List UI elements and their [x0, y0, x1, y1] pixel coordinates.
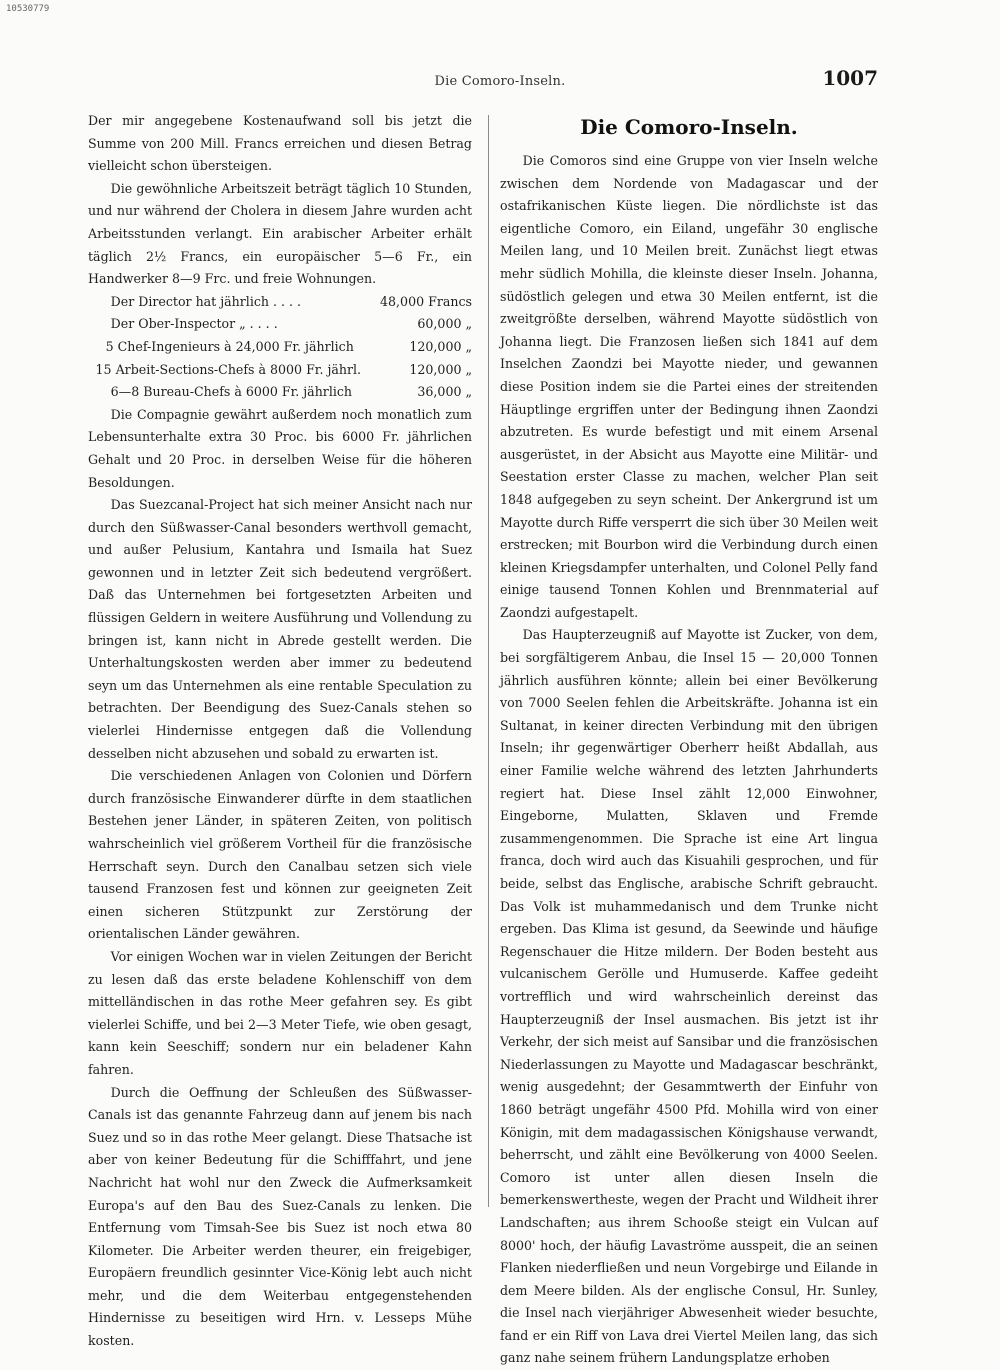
salary-amount: 36,000 „: [417, 384, 472, 400]
salary-amount: 120,000 „: [409, 338, 472, 354]
paragraph: Das Haupterzeugniß auf Mayotte ist Zucker, von dem, bei sorgfältigerem Anbau, die Insel 15 — 20,000 Tonnen jährlich ausführen könnte; allein bei einer Bevölkerung von 7000 Seelen fehlen die Arbeitskräfte. Johanna ist ein Sultanat, in keiner directen Verbindung mit den übrigen Inseln; ihr gegenwärtiger Oberherr heißt Abdallah, aus einer Familie welche während des letzten Jahrhunderts regiert hat. Diese Insel zählt 12,000 Einwohner, Eingeborne, Mulatten, Sklaven und Fremde zusammengenommen. Die Sprache ist eine Art lingua franca, doch wird auch das Kisuahili gesprochen, und für beide, selbst das Englische, arabische Schrift gebraucht. Das Volk ist muhammedanisch und dem Trunke nicht ergeben. Das Klima ist gesund, da Seewinde und häufige Regenschauer die Hitze mildern. Der Boden besteht aus vulcanischem Gerölle und Humuserde. Kaffee gedeiht vortrefflich und wird wahrscheinlich dereinst das Haupterzeugniß der Insel ausmachen. Bis jetzt ist ihr Verkehr, der sich meist auf Sansibar und die französischen Niederlassungen zu Mayotte und Madagascar beschränkt, wenig ausgedehnt; der Gesammtwerth der Einfuhr von 1860 beträgt ungefähr 4500 Pfd. Mohilla wird von einer Königin, mit dem madagassischen Königshause verwandt, beherrscht, und zählt eine Bevölkerung von 4000 Seelen. Comoro ist unter allen diesen Inseln die bemerkenswertheste, wegen der Pracht und Wildheit ihrer Landschaften; aus ihrem Schooße steigt ein Vulcan auf 8000' hoch, der häufig Lavaströme ausspeit, die an seinen Flanken niederfließen und neun Vorgebirge und Eilande in dem Meere bilden. Als der englische Consul, Hr. Sunley, die Insel nach vierjähriger Abwesenheit wieder besuchte, fand er ein Riff von Lava drei Viertel Meilen lang, das sich ganz nahe seinem frühern Landungsplatze erhoben: [500, 627, 878, 1366]
page-id-label: 10530779: [6, 4, 50, 14]
left-column: [88, 110, 472, 1353]
paragraph: Die Compagnie gewährt außerdem noch monatlich zum Lebensunterhalte extra 30 Proc. bis 6000 Fr. jährlichen Gehalt und 20 Proc. in derselben Weise für die höheren Besoldungen.: [88, 406, 472, 490]
column-divider: [488, 115, 489, 1207]
paragraph: Die verschiedenen Anlagen von Colonien und Dörfern durch französische Einwanderer dürfte in dem staatlichen Bestehen jener Länder, in späteren Zeiten, von politisch wahrscheinlich viel größerem Vortheil für die französische Herrschaft seyn. Durch den Canalbau setzen sich viele tausend Franzosen fest und können zur geeigneten Zeit einen sicheren Stützpunkt zur Zerstörung der orientalischen Länder gewähren.: [88, 768, 472, 942]
salary-label: 5 Chef-Ingenieurs à 24,000 Fr. jährlich: [105, 338, 354, 354]
salary-label: Der Ober-Inspector „ . . . .: [110, 316, 278, 332]
salary-amount: 48,000 Francs: [380, 293, 472, 309]
salary-row: [88, 291, 472, 314]
salary-amount: 120,000 „: [409, 361, 472, 377]
salary-table: [88, 291, 472, 404]
running-header: [0, 66, 1000, 96]
right-column: [500, 110, 878, 1370]
paragraph: Die gewöhnliche Arbeitszeit beträgt täglich 10 Stunden, und nur während der Cholera in diesem Jahre wurden acht Arbeitsstunden verlangt. Ein arabischer Arbeiter erhält täglich 2½ Francs, ein europäischer 5—6 Fr., ein Handwerker 8—9 Frc. und freie Wohnungen.: [88, 180, 472, 287]
paragraph: Die Comoros sind eine Gruppe von vier Inseln welche zwischen dem Nordende von Madagascar und der ostafrikanischen Küste liegen. Die nördlichste ist das eigentliche Comoro, ein Eiland, ungefähr 30 englische Meilen lang, und 10 Meilen breit. Zunächst liegt etwas mehr südlich Mohilla, die kleinste dieser Inseln. Johanna, südöstlich gelegen und etwa 30 Meilen entfernt, ist die zweitgrößte derselben, während Mayotte südöstlich von Johanna liegt. Die Franzosen ließen sich 1841 auf dem Inselchen Zaondzi bei Mayotte nieder, und gewannen diese Position indem sie die Partei eines der streitenden Häuptlinge ergriffen unter der Bedingung ihnen Zaondzi abzutreten. Es wurde befestigt und mit einem Arsenal ausgerüstet, in der Absicht aus Mayotte eine Militär- und Seestation erster Classe zu machen, welcher Plan seit 1848 aufgegeben zu seyn scheint. Der Ankergrund ist um Mayotte durch Riffe versperrt die sich über 30 Meilen weit erstrecken; mit Bourbon wird die Verbindung durch einen kleinen Kriegsdampfer unterhalten, und Colonel Pelly fand einige tausend Tonnen Kohlen und Brennmaterial auf Zaondzi aufgestapelt.: [500, 153, 878, 620]
paragraph: Vor einigen Wochen war in vielen Zeitungen der Bericht zu lesen daß das erste beladene Kohlenschiff von dem mittelländischen in das rothe Meer gefahren sey. Es gibt vielerlei Schiffe, und bei 2—3 Meter Tiefe, wie oben gesagt, kann kein Seeschiff; sondern nur ein beladener Kahn fahren.: [88, 948, 472, 1077]
salary-row: [88, 336, 472, 359]
page-number: 1007: [822, 66, 878, 90]
salary-row: [88, 313, 472, 336]
salary-label: 15 Arbeit-Sections-Chefs à 8000 Fr. jährl.: [95, 361, 362, 377]
salary-row: [88, 381, 472, 404]
salary-amount: 60,000 „: [417, 316, 472, 332]
paragraph: Der mir angegebene Kostenaufwand soll bis jetzt die Summe von 200 Mill. Francs erreichen und diesen Betrag vielleicht schon übersteigen.: [88, 113, 472, 174]
salary-label: Der Director hat jährlich . . . .: [110, 293, 302, 309]
paragraph: Durch die Oeffnung der Schleußen des Süßwasser-Canals ist das genannte Fahrzeug dann auf jenem bis nach Suez und so in das rothe Meer gelangt. Diese Thatsache ist aber von keiner Bedeutung für die Schifffahrt, und jene Nachricht hat wohl nur den Zweck die Aufmerksamkeit Europa's auf den Bau des Suez-Canals zu lenken. Die Entfernung vom Timsah-See bis Suez ist noch etwa 80 Kilometer. Die Arbeiter werden theurer, ein freigebiger, Europäern freundlich gesinnter Vice-König lebt auch nicht mehr, und die dem Weiterbau entgegenstehenden Hindernisse zu beseitigen wird Hrn. v. Lesseps Mühe kosten.: [88, 1084, 472, 1349]
article-title: Die Comoro-Inseln.: [580, 115, 798, 139]
running-title: Die Comoro-Inseln.: [434, 74, 566, 89]
paragraph: Das Suezcanal-Project hat sich meiner Ansicht nach nur durch den Süßwasser-Canal besonders werthvoll gemacht, und außer Pelusium, Kantahra und Ismaila hat Suez gewonnen und in letzter Zeit sich bedeutend vergrößert. Daß das Unternehmen bei fortgesetzten Arbeiten und flüssigen Geldern in weitere Ausführung und Vollendung zu bringen ist, kann nicht in Abrede gestellt werden. Die Unterhaltungskosten werden aber immer zu bedeutend seyn um das Unternehmen als eine rentable Speculation zu betrachten. Der Beendigung des Suez-Canals stehen so vielerlei Hindernisse entgegen daß die Vollendung desselben nicht abzusehen und sobald zu erwarten ist.: [88, 497, 472, 761]
salary-label: 6—8 Bureau-Chefs à 6000 Fr. jährlich: [110, 384, 353, 400]
salary-row: [88, 359, 472, 382]
